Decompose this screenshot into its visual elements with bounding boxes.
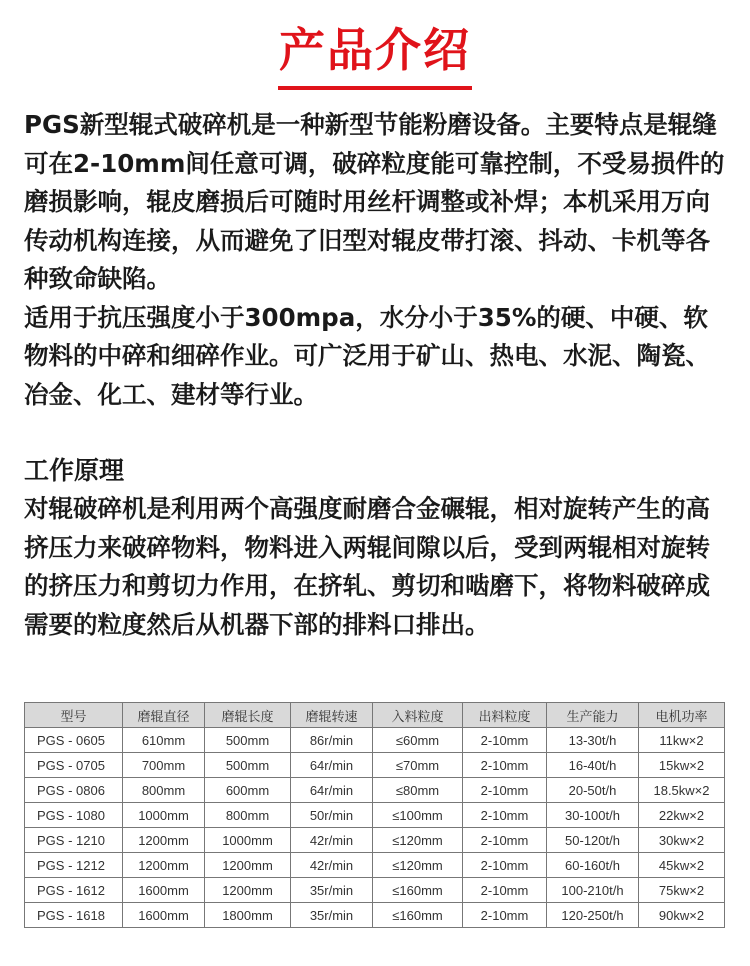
table-cell: 2-10mm (463, 753, 547, 778)
table-cell: 100-210t/h (547, 878, 639, 903)
table-cell: 2-10mm (463, 878, 547, 903)
table-cell: 75kw×2 (639, 878, 725, 903)
model-cell: PGS - 1210 (25, 828, 123, 853)
model-cell: PGS - 0605 (25, 728, 123, 753)
table-cell: 13-30t/h (547, 728, 639, 753)
table-cell: 800mm (205, 803, 291, 828)
table-cell: 1800mm (205, 903, 291, 928)
intro-paragraph: PGS新型辊式破碎机是一种新型节能粉磨设备。主要特点是辊缝可在2-10mm间任意可调，破碎粒度能可靠控制，不受易损件的磨损影响，辊皮磨损后可随时用丝杆调整或补焊；本机采用万向传动机构连接，从而避免了旧型对辊皮带打滚、抖动、卡机等各种致命缺陷。 (24, 110, 725, 293)
table-cell: 11kw×2 (639, 728, 725, 753)
table-cell: 22kw×2 (639, 803, 725, 828)
table-cell: 90kw×2 (639, 903, 725, 928)
table-cell: 2-10mm (463, 778, 547, 803)
principle-paragraph: 对辊破碎机是利用两个高强度耐磨合金碾辊，相对旋转产生的高挤压力来破碎物料，物料进入两辊间隙以后，受到两辊相对旋转的挤压力和剪切力作用，在挤轧、剪切和啮磨下，将物料破碎成需要的粒度然后从机器下部的排料口排出。 (24, 494, 710, 639)
table-cell: 1000mm (205, 828, 291, 853)
table-cell: 2-10mm (463, 728, 547, 753)
table-cell: 86r/min (291, 728, 373, 753)
table-cell: 1200mm (205, 878, 291, 903)
table-cell: 800mm (123, 778, 205, 803)
table-cell: 2-10mm (463, 803, 547, 828)
table-cell: 15kw×2 (639, 753, 725, 778)
table-cell: ≤120mm (373, 853, 463, 878)
table-cell: 20-50t/h (547, 778, 639, 803)
table-cell: 30-100t/h (547, 803, 639, 828)
table-cell: ≤160mm (373, 878, 463, 903)
model-cell: PGS - 1618 (25, 903, 123, 928)
table-cell: 64r/min (291, 778, 373, 803)
header-cell: 磨辊直径 (123, 703, 205, 728)
table-cell: 42r/min (291, 853, 373, 878)
table-cell: ≤160mm (373, 903, 463, 928)
table-cell: 610mm (123, 728, 205, 753)
spec-table (24, 702, 725, 928)
table-cell: 30kw×2 (639, 828, 725, 853)
table-cell: 2-10mm (463, 903, 547, 928)
table-cell: ≤70mm (373, 753, 463, 778)
table-row (25, 853, 725, 878)
page-title: 产品介绍 (279, 23, 471, 77)
header-cell: 出料粒度 (463, 703, 547, 728)
header-cell: 型号 (25, 703, 123, 728)
table-cell: 1600mm (123, 903, 205, 928)
table-cell: 50-120t/h (547, 828, 639, 853)
table-cell: 500mm (205, 728, 291, 753)
table-cell: 1200mm (205, 853, 291, 878)
table-cell: 1200mm (123, 828, 205, 853)
table-cell: 1600mm (123, 878, 205, 903)
principle-heading: 工作原理 (24, 456, 125, 485)
table-cell: 35r/min (291, 878, 373, 903)
model-cell: PGS - 1612 (25, 878, 123, 903)
table-cell: 42r/min (291, 828, 373, 853)
table-row (25, 753, 725, 778)
table-header-row (25, 703, 725, 728)
table-cell: 45kw×2 (639, 853, 725, 878)
model-cell: PGS - 0806 (25, 778, 123, 803)
table-cell: ≤80mm (373, 778, 463, 803)
table-cell: 35r/min (291, 903, 373, 928)
header-cell: 磨辊转速 (291, 703, 373, 728)
table-cell: 700mm (123, 753, 205, 778)
table-cell: 16-40t/h (547, 753, 639, 778)
header-cell: 生产能力 (547, 703, 639, 728)
header-cell: 磨辊长度 (205, 703, 291, 728)
table-cell: 50r/min (291, 803, 373, 828)
header-cell: 入料粒度 (373, 703, 463, 728)
table-row (25, 878, 725, 903)
table-cell: 18.5kw×2 (639, 778, 725, 803)
table-cell: 1000mm (123, 803, 205, 828)
table-row (25, 803, 725, 828)
table-cell: ≤60mm (373, 728, 463, 753)
table-cell: ≤120mm (373, 828, 463, 853)
model-cell: PGS - 0705 (25, 753, 123, 778)
table-row (25, 828, 725, 853)
table-cell: 1200mm (123, 853, 205, 878)
table-cell: ≤100mm (373, 803, 463, 828)
intro-section (24, 106, 730, 414)
model-cell: PGS - 1212 (25, 853, 123, 878)
table-cell: 120-250t/h (547, 903, 639, 928)
table-cell: 600mm (205, 778, 291, 803)
model-cell: PGS - 1080 (25, 803, 123, 828)
header-cell: 电机功率 (639, 703, 725, 728)
table-row (25, 778, 725, 803)
title-underline (278, 86, 472, 90)
table-cell: 2-10mm (463, 853, 547, 878)
application-paragraph: 适用于抗压强度小于300mpa，水分小于35%的硬、中硬、软物料的中碎和细碎作业。可广泛用于矿山、热电、水泥、陶瓷、冶金、化工、建材等行业。 (24, 302, 710, 409)
table-row (25, 728, 725, 753)
table-cell: 2-10mm (463, 828, 547, 853)
table-cell: 64r/min (291, 753, 373, 778)
table-cell: 500mm (205, 753, 291, 778)
table-row (25, 903, 725, 928)
table-cell: 60-160t/h (547, 853, 639, 878)
